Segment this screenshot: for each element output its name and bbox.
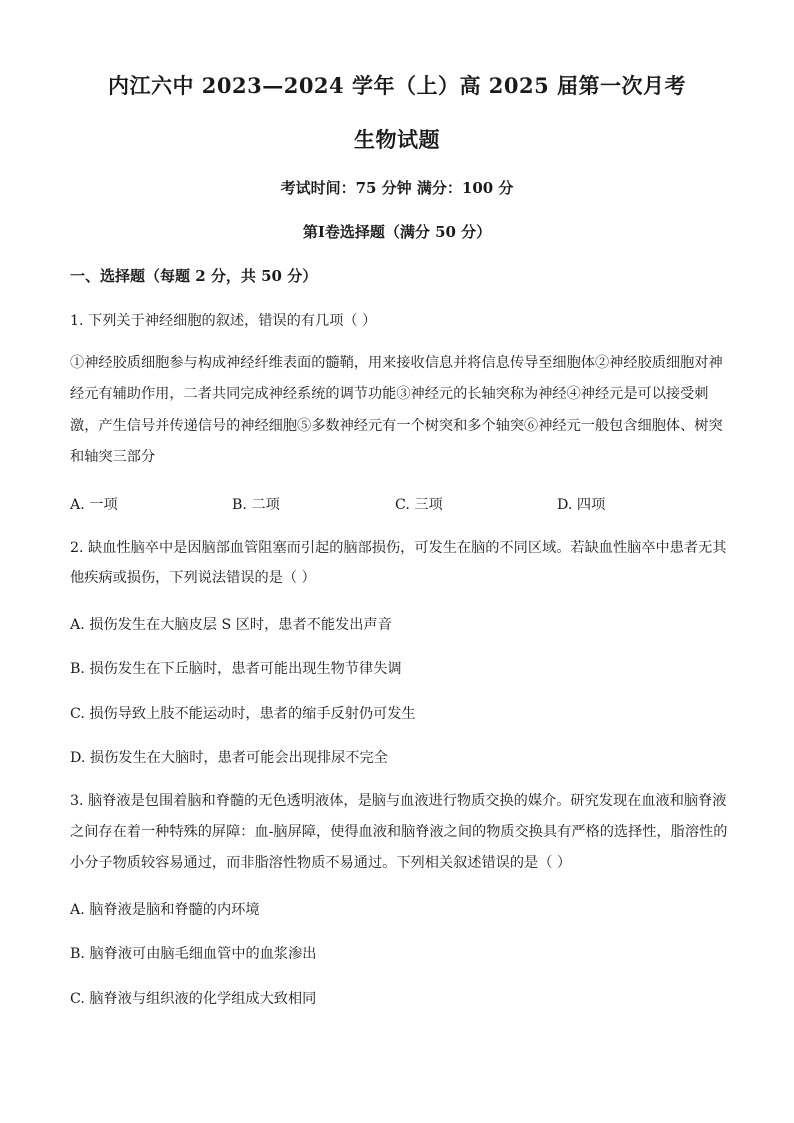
q1-body-line: 和轴突三部分 [70,449,156,465]
q3-option-b: B. 脑脊液可由脑毛细血管中的血浆渗出 [70,946,317,962]
q1-option-d: D. 四项 [557,497,606,513]
q1-body-line: 经元有辅助作用，二者共同完成神经系统的调节功能③神经元的长轴突称为神经④神经元是可以接受刺 [70,386,709,402]
q2-option-b: B. 损伤发生在下丘脑时，患者可能出现生物节律失调 [70,661,402,677]
q3-stem-line: 之间存在着一种特殊的屏障：血-脑屏障，使得血液和脑脊液之间的物质交换具有严格的选择性，脂溶性的 [70,824,728,840]
exam-info: 考试时间：75 分钟 满分：100 分 [280,179,514,197]
q2-option-c: C. 损伤导致上肢不能运动时，患者的缩手反射仍可发生 [70,706,416,722]
q3-option-c: C. 脑脊液与组织液的化学组成大致相同 [70,991,317,1007]
q2-option-d: D. 损伤发生在大脑时，患者可能会出现排尿不完全 [70,750,388,766]
q1-body-line: 激，产生信号并传递信号的神经细胞⑤多数神经元有一个树突和多个轴突⑥神经元一般包含细胞体、树突 [70,418,723,434]
subject-title: 生物试题 [354,127,440,152]
section-title: 一、选择题（每题 2 分，共 50 分） [70,267,318,285]
q1-option-c: C. 三项 [395,497,443,513]
q1-body-line: ①神经胶质细胞参与构成神经纤维表面的髓鞘，用来接收信息并将信息传导至细胞体②神经胶质细胞对神 [70,355,723,371]
q3-option-a: A. 脑脊液是脑和脊髓的内环境 [70,902,260,918]
exam-title: 内江六中 2023—2024 学年（上）高 2025 届第一次月考 [107,73,687,98]
q3-stem-line: 3. 脑脊液是包围着脑和脊髓的无色透明液体，是脑与血液进行物质交换的媒介。研究发现在血液和脑脊液 [70,793,727,809]
q3-stem-line: 小分子物质较容易通过，而非脂溶性物质不易通过。下列相关叙述错误的是（ ） [70,855,572,871]
q1-option-a: A. 一项 [70,497,118,513]
q1-stem: 1. 下列关于神经细胞的叙述，错误的有几项（ ） [70,313,377,329]
q2-stem-line: 他疾病或损伤，下列说法错误的是（ ） [70,570,316,586]
q2-stem-line: 2. 缺血性脑卒中是因脑部血管阻塞而引起的脑部损伤，可发生在脑的不同区域。若缺血性脑卒中患者无其 [70,540,727,556]
q2-option-a: A. 损伤发生在大脑皮层 S 区时，患者不能发出声音 [70,617,392,633]
q1-option-b: B. 二项 [232,497,280,513]
part-title: 第Ⅰ卷选择题（满分 50 分） [302,223,492,241]
